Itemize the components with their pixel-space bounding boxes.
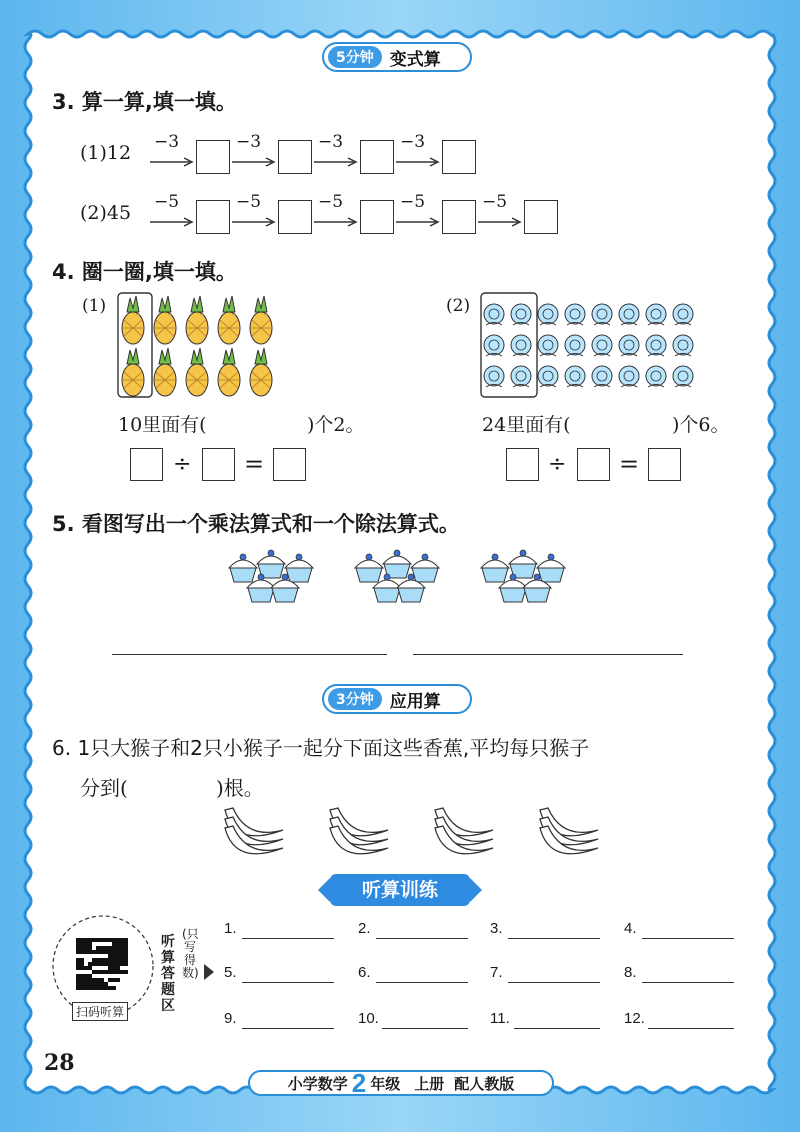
banana-bunch-icon [540, 808, 598, 854]
q3-row1-label: (1)12 [80, 142, 132, 164]
answer-line[interactable] [514, 1028, 600, 1029]
answer-box[interactable] [278, 140, 312, 174]
divide-sign: ÷ [173, 452, 192, 477]
peach-icon [646, 304, 666, 325]
equals-sign: = [619, 450, 640, 478]
q5-multiplication-answer-line[interactable] [112, 654, 387, 655]
q4-part2-quotient-box[interactable] [648, 448, 681, 481]
peach-grid [478, 290, 698, 400]
q4-part2-divisor-box[interactable] [577, 448, 610, 481]
answer-number: 4. [624, 920, 637, 937]
peach-icon [673, 335, 693, 356]
answer-box[interactable] [524, 200, 558, 234]
answer-number: 2. [358, 920, 371, 937]
answer-number: 11. [490, 1010, 510, 1027]
peach-icon [619, 366, 639, 387]
q4-part1-text-a: 10里面有( [118, 414, 207, 436]
question-6-line2-b: )根。 [216, 776, 264, 800]
answer-number: 7. [490, 964, 503, 981]
peach-icon [565, 335, 585, 356]
arrow-op: −3 [150, 138, 194, 162]
pineapple-icon [154, 296, 176, 344]
equals-sign: = [244, 450, 265, 478]
pineapple-icon [186, 296, 208, 344]
answer-number: 3. [490, 920, 503, 937]
section-header-applied [322, 684, 472, 714]
answer-number: 1. [224, 920, 237, 937]
cupcake-groups [220, 540, 590, 610]
q3-row2-label: (2)45 [80, 202, 132, 224]
answer-line[interactable] [376, 982, 468, 983]
question-6-line2-a: 分到( [80, 776, 128, 800]
qr-caption: 扫码听算 [72, 1002, 128, 1021]
arrow-op: −5 [314, 198, 358, 222]
answer-number: 8. [624, 964, 637, 981]
listening-banner: 听算训练 [330, 874, 470, 906]
answer-box[interactable] [196, 200, 230, 234]
q5-division-answer-line[interactable] [413, 654, 683, 655]
banana-bunch-icon [330, 808, 388, 854]
cupcake-icon [411, 554, 439, 582]
answer-line[interactable] [508, 938, 600, 939]
cupcake-group [481, 550, 565, 602]
question-3-title: 3. 算一算,填一填。 [52, 90, 237, 114]
book-footer [248, 1067, 554, 1098]
peach-icon [565, 304, 585, 325]
peach-icon [646, 335, 666, 356]
q4-part1-divisor-box[interactable] [202, 448, 235, 481]
pineapple-icon [154, 348, 176, 396]
pointer-triangle-icon [204, 964, 214, 980]
answer-number: 12. [624, 1010, 645, 1027]
minutes-badge: 3分钟 [328, 688, 382, 710]
answer-box[interactable] [360, 140, 394, 174]
question-6-line1: 6. 1只大猴子和2只小猴子一起分下面这些香蕉,平均每只猴子 [52, 736, 590, 760]
answer-number: 5. [224, 964, 237, 981]
peach-icon [538, 335, 558, 356]
cupcake-icon [537, 554, 565, 582]
peach-icon [646, 366, 666, 387]
footer-grade: 年级 [370, 1074, 401, 1093]
answer-area-label: 听算答题区 [161, 934, 175, 1014]
arrow-op: −5 [396, 198, 440, 222]
peach-icon [484, 335, 504, 356]
answer-line[interactable] [376, 938, 468, 939]
pineapple-icon [218, 348, 240, 396]
footer-grade-number: 2 [351, 1067, 367, 1098]
peach-icon [511, 366, 531, 387]
q4-part1-quotient-box[interactable] [273, 448, 306, 481]
minutes-badge: 5分钟 [328, 46, 382, 68]
arrow-op: −5 [150, 198, 194, 222]
footer-edition: 配人教版 [454, 1074, 515, 1093]
arrow-op: −5 [478, 198, 522, 222]
peach-icon [484, 366, 504, 387]
answer-number: 10. [358, 1010, 379, 1027]
pineapple-icon [250, 348, 272, 396]
page-number: 28 [44, 1050, 75, 1076]
pineapple-icon [122, 296, 144, 344]
peach-icon [511, 335, 531, 356]
question-5-title: 5. 看图写出一个乘法算式和一个除法算式。 [52, 512, 460, 536]
arrow-op: −5 [232, 198, 276, 222]
peach-icon [619, 304, 639, 325]
banana-bunch-icon [225, 808, 283, 854]
pineapple-grid [115, 290, 285, 400]
cupcake-icon [229, 554, 257, 582]
arrow-op: −3 [396, 138, 440, 162]
arrow-op: −3 [232, 138, 276, 162]
answer-line[interactable] [642, 982, 734, 983]
answer-box[interactable] [278, 200, 312, 234]
answer-number: 6. [358, 964, 371, 981]
banana-bunches [215, 800, 615, 870]
arrow-op: −3 [314, 138, 358, 162]
cupcake-group [355, 550, 439, 602]
peach-icon [565, 366, 585, 387]
peach-icon [484, 304, 504, 325]
answer-area-note: (只写得数) [182, 927, 199, 980]
cupcake-group [229, 550, 313, 602]
peach-icon [592, 304, 612, 325]
footer-volume: 上册 [414, 1074, 445, 1093]
cupcake-icon [355, 554, 383, 582]
answer-line[interactable] [242, 938, 334, 939]
peach-icon [673, 304, 693, 325]
answer-box[interactable] [442, 140, 476, 174]
peach-icon [538, 304, 558, 325]
pineapple-icon [186, 348, 208, 396]
section-header-variant [322, 42, 472, 72]
answer-line[interactable] [242, 982, 334, 983]
answer-line[interactable] [242, 1028, 334, 1029]
answer-box[interactable] [442, 200, 476, 234]
answer-box[interactable] [360, 200, 394, 234]
peach-icon [619, 335, 639, 356]
section-title: 应用算 [389, 691, 441, 712]
q4-part2-text-b: )个6。 [672, 414, 730, 436]
answer-line[interactable] [642, 938, 734, 939]
cupcake-icon [285, 554, 313, 582]
peach-icon [592, 366, 612, 387]
q4-part1-text-b: )个2。 [307, 414, 365, 436]
question-4-title: 4. 圈一圈,填一填。 [52, 260, 237, 284]
answer-line[interactable] [508, 982, 600, 983]
answer-box[interactable] [196, 140, 230, 174]
q4-part2-dividend-box[interactable] [506, 448, 539, 481]
pineapple-icon [122, 348, 144, 396]
q4-part2-label: (2) [446, 296, 471, 316]
answer-line[interactable] [382, 1028, 468, 1029]
answer-line[interactable] [648, 1028, 734, 1029]
pineapple-icon [218, 296, 240, 344]
q4-part2-text-a: 24里面有( [482, 414, 571, 436]
pineapple-icon [250, 296, 272, 344]
section-title: 变式算 [389, 49, 441, 70]
banana-bunch-icon [435, 808, 493, 854]
q4-part1-dividend-box[interactable] [130, 448, 163, 481]
q4-part1-label: (1) [82, 296, 107, 316]
peach-icon [673, 366, 693, 387]
peach-icon [538, 366, 558, 387]
peach-icon [511, 304, 531, 325]
cupcake-icon [481, 554, 509, 582]
divide-sign: ÷ [548, 452, 567, 477]
peach-icon [592, 335, 612, 356]
footer-subject: 小学数学 [287, 1074, 348, 1093]
answer-number: 9. [224, 1010, 237, 1027]
